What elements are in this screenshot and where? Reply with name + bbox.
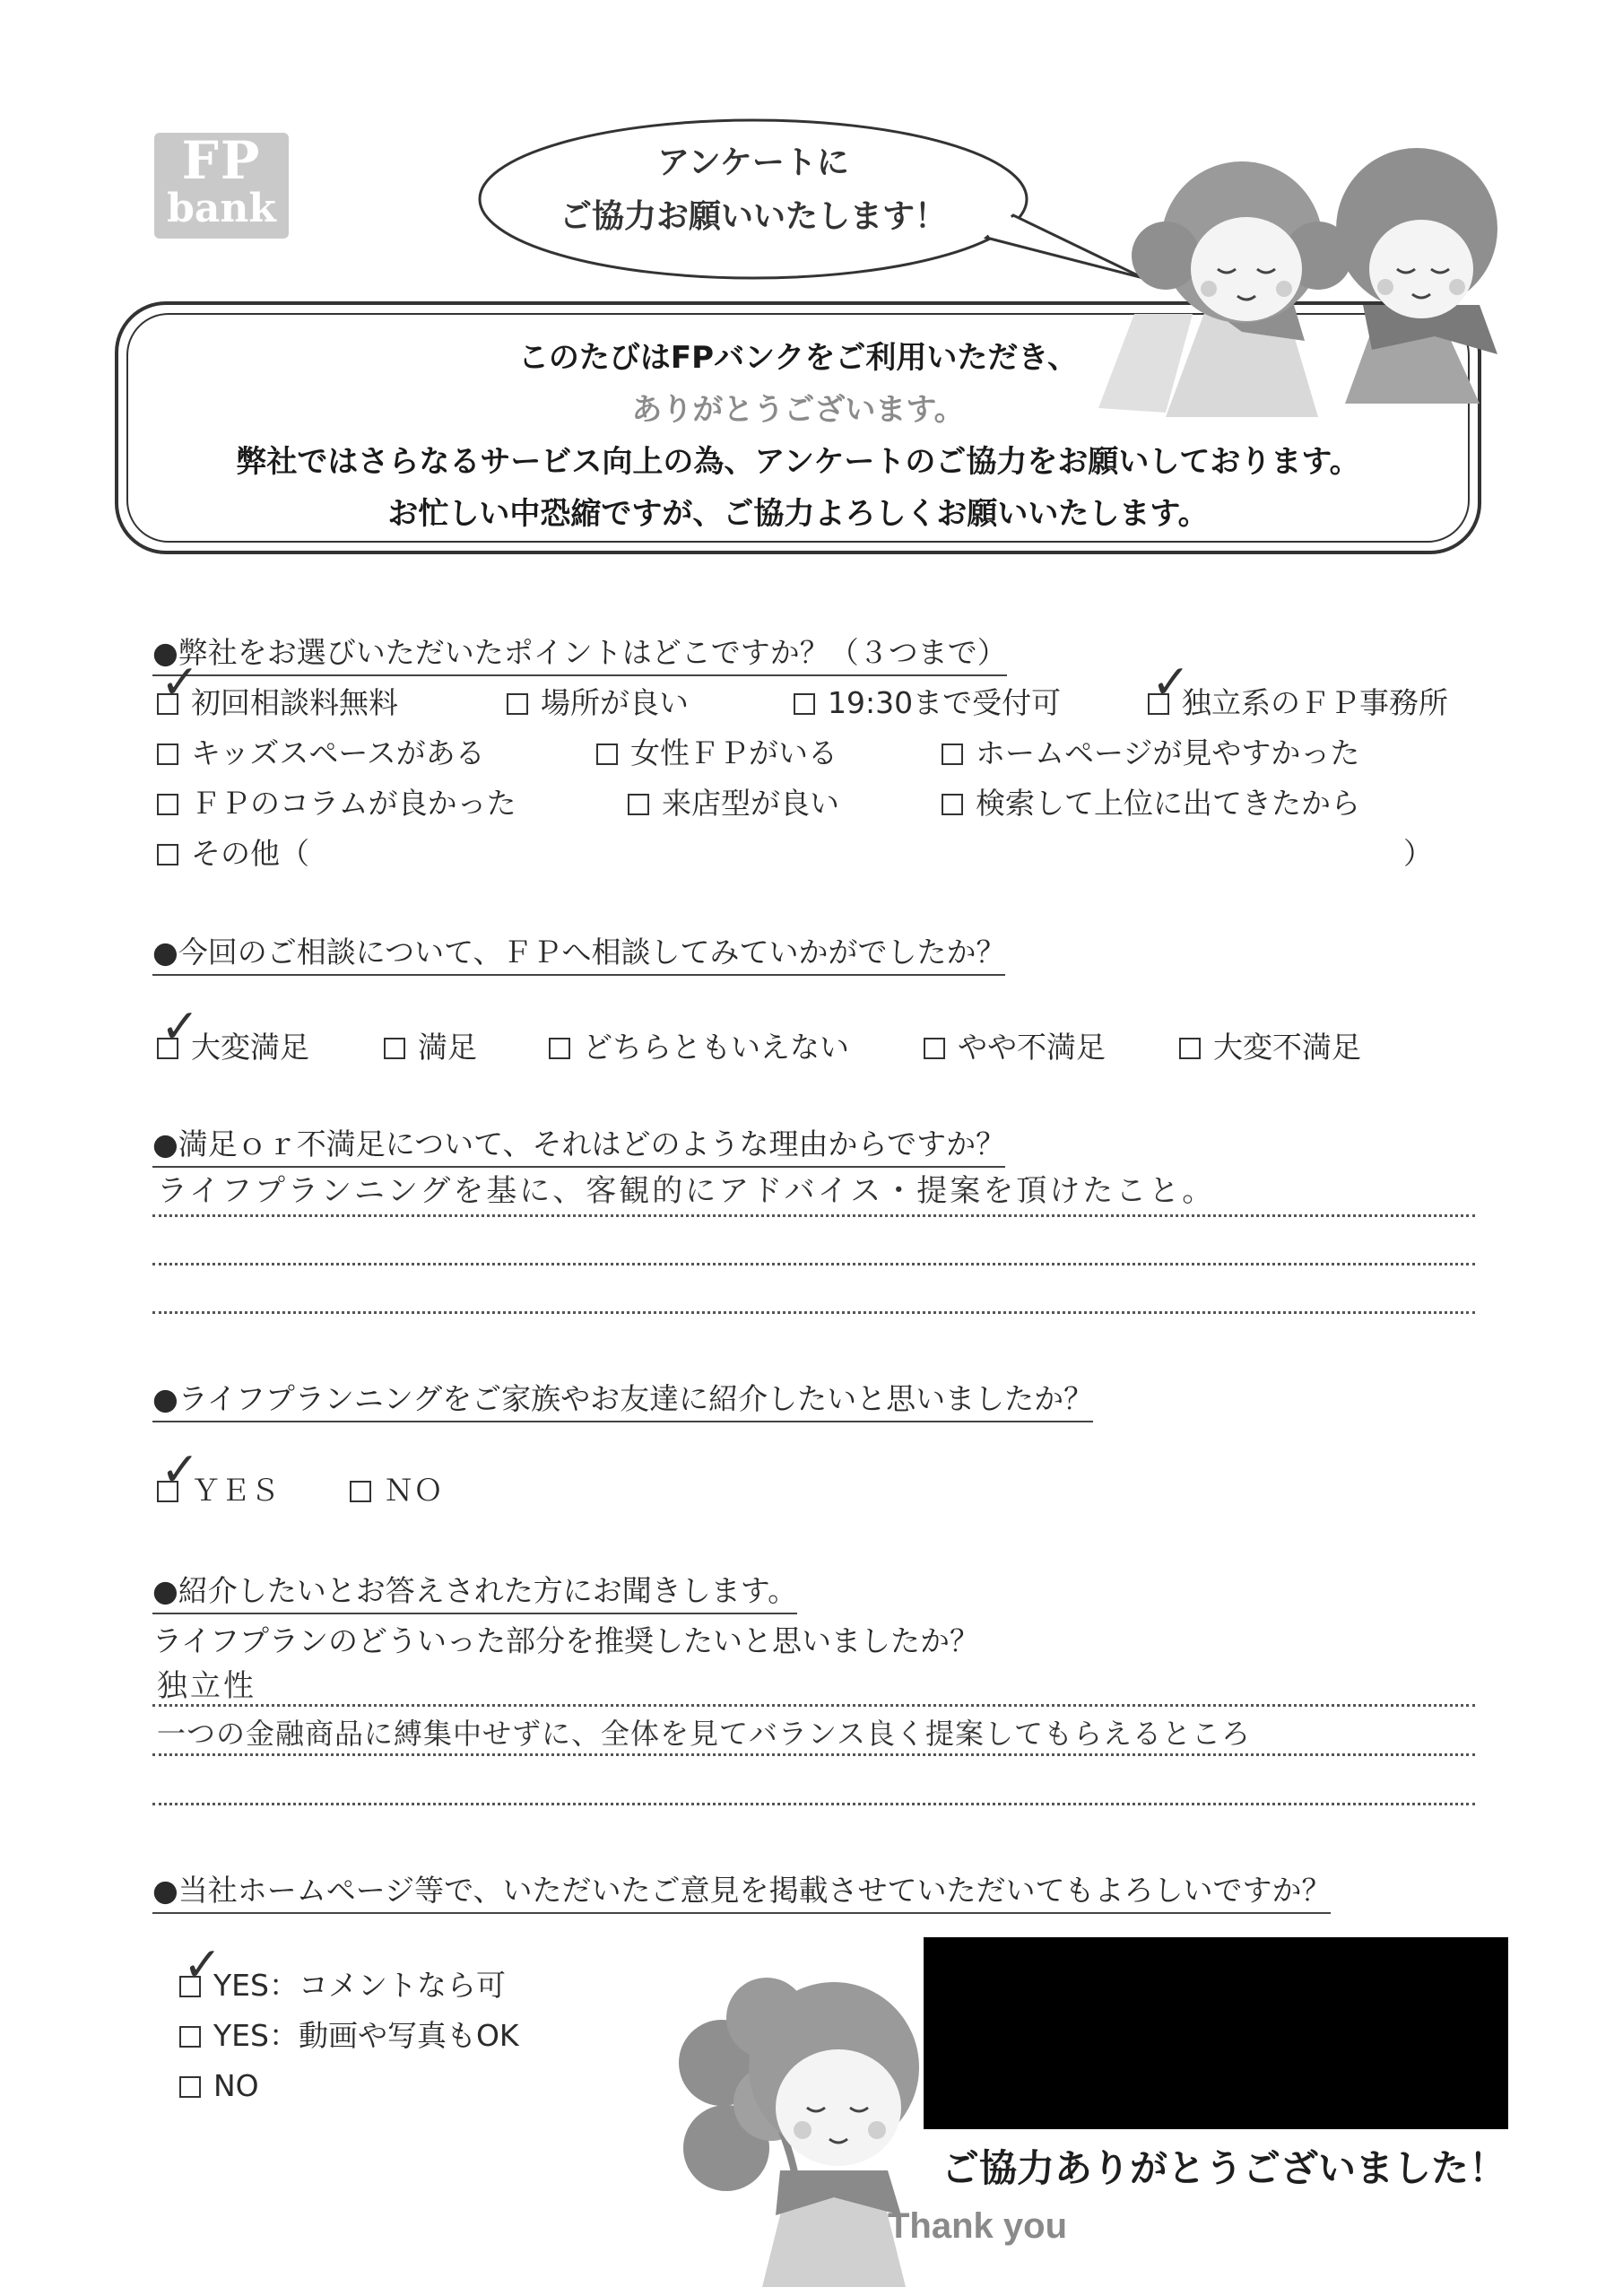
checkbox[interactable] [628, 794, 649, 815]
q6-option-video-ok[interactable]: YES：動画や写真もOK [179, 2016, 519, 2056]
checkbox[interactable] [596, 744, 618, 765]
checkbox[interactable] [350, 1481, 371, 1502]
checkbox[interactable] [1179, 1038, 1201, 1059]
logo-fp-text: FP [181, 130, 262, 191]
checkbox[interactable] [157, 744, 178, 765]
q1-option-other[interactable]: その他（ [157, 834, 309, 874]
q4-option-yes[interactable]: ✓ ＹＥＳ [157, 1471, 280, 1510]
checkbox[interactable] [157, 794, 178, 815]
intro-line-3: 弊社ではさらなるサービス向上の為、アンケートのご協力をお願いしております。 [236, 444, 1360, 480]
q1-option-female-fp[interactable]: 女性ＦＰがいる [596, 734, 838, 773]
check-mark-icon: ✓ [1151, 656, 1191, 709]
q2-option-satisfied[interactable]: 満足 [384, 1028, 477, 1067]
q3-title: ●満足ｏｒ不満足について、それはどのような理由からですか？ [152, 1125, 1005, 1168]
q4-option-no[interactable]: ＮＯ [350, 1471, 443, 1510]
q1-other-close-paren: ） [1403, 836, 1433, 871]
q6-option-comment-ok[interactable]: ✓ YES：コメントなら可 [179, 1966, 506, 2005]
q2-option-very-dissatisfied[interactable]: 大変不満足 [1179, 1028, 1361, 1067]
checkbox[interactable] [157, 844, 178, 865]
q1-option-free-consult[interactable]: ✓ 初回相談料無料 [157, 683, 398, 723]
q6-title: ●当社ホームページ等で、いただいたご意見を掲載させていただいてもよろしいですか？ [152, 1871, 1331, 1914]
checkbox[interactable] [179, 1938, 222, 1997]
check-mark-icon: ✓ [183, 1938, 222, 1992]
checkbox[interactable] [549, 1038, 570, 1059]
q1-option-store-visit[interactable]: 来店型が良い [628, 784, 839, 823]
checkbox[interactable] [942, 744, 963, 765]
checkbox[interactable] [942, 794, 963, 815]
logo-bank-text: bank [167, 186, 276, 231]
intro-line-2: ありがとうございます。 [631, 392, 965, 428]
q1-option-location[interactable]: 場所が良い [507, 683, 689, 723]
intro-line-1: このたびはFPバンクをご利用いただき、 [517, 340, 1079, 376]
thank-you-message: ご協力ありがとうございました！ [942, 2146, 1507, 2190]
q1-option-late-hours[interactable]: 19:30まで受付可 [794, 683, 1061, 723]
check-mark-icon: ✓ [161, 1000, 200, 1054]
q1-option-independent[interactable]: ✓ 独立系のＦＰ事務所 [1148, 683, 1448, 723]
q1-option-homepage[interactable]: ホームページが見やすかった [942, 734, 1359, 773]
answer-line [152, 1311, 1475, 1314]
q1-option-column[interactable]: ＦＰのコラムが良かった [157, 784, 516, 823]
q2-title: ●今回のご相談について、ＦＰへ相談してみていかがでしたか？ [152, 933, 1005, 976]
thank-you-english: Thank you [888, 2206, 1068, 2246]
checkbox[interactable] [179, 2076, 201, 2098]
bubble-line-2: ご協力お願いいたします！ [559, 198, 947, 235]
answer-line [152, 1753, 1475, 1756]
checkbox[interactable] [794, 693, 815, 715]
q2-option-somewhat-dissatisfied[interactable]: やや不満足 [924, 1028, 1106, 1067]
check-mark-icon: ✓ [161, 656, 200, 709]
q5-handwritten-answer-2: 一つの金融商品に縛集中せずに、全体を見てバランス良く提案してもらえるところ [157, 1717, 1252, 1751]
checkbox[interactable] [157, 656, 200, 715]
answer-line [152, 1263, 1475, 1265]
checkbox[interactable] [924, 1038, 945, 1059]
answer-line [152, 1803, 1475, 1805]
checkbox[interactable] [1148, 656, 1191, 715]
q5-title: ●紹介したいとお答えされた方にお聞きします。 [152, 1571, 797, 1614]
bubble-line-1: アンケートに [657, 144, 849, 181]
answer-line [152, 1704, 1475, 1707]
intro-line-4: お忙しい中恐縮ですが、ご協力よろしくお願いいたします。 [387, 496, 1209, 532]
answer-line [152, 1214, 1475, 1217]
q5-subtitle: ライフプランのどういった部分を推奨したいと思いましたか？ [152, 1623, 980, 1658]
checkbox[interactable] [384, 1038, 405, 1059]
q4-title: ●ライフプランニングをご家族やお友達に紹介したいと思いましたか？ [152, 1379, 1093, 1422]
checkbox[interactable] [507, 693, 528, 715]
q1-option-search[interactable]: 検索して上位に出てきたから [942, 784, 1360, 823]
checkbox[interactable] [157, 1443, 200, 1502]
q1-option-kids-space[interactable]: キッズスペースがある [157, 734, 485, 773]
clover-character-illustration [679, 1978, 919, 2287]
q3-handwritten-answer: ライフプランニングを基に、客観的にアドバイス・提案を頂けたこと。 [157, 1173, 1216, 1209]
speech-bubble-text [502, 136, 1004, 244]
checkbox[interactable] [157, 1000, 200, 1059]
q2-option-very-satisfied[interactable]: ✓ 大変満足 [157, 1028, 309, 1067]
q6-option-no[interactable]: NO [179, 2066, 259, 2106]
q2-option-neutral[interactable]: どちらともいえない [549, 1028, 849, 1067]
q5-handwritten-answer-1: 独立性 [157, 1668, 256, 1704]
redacted-area [924, 1937, 1508, 2129]
check-mark-icon: ✓ [161, 1443, 200, 1497]
intro-message [126, 296, 1471, 538]
checkbox[interactable] [179, 2026, 201, 2048]
q1-title: ●弊社をお選びいただいたポイントはどこですか？（３つまで） [152, 633, 1007, 676]
